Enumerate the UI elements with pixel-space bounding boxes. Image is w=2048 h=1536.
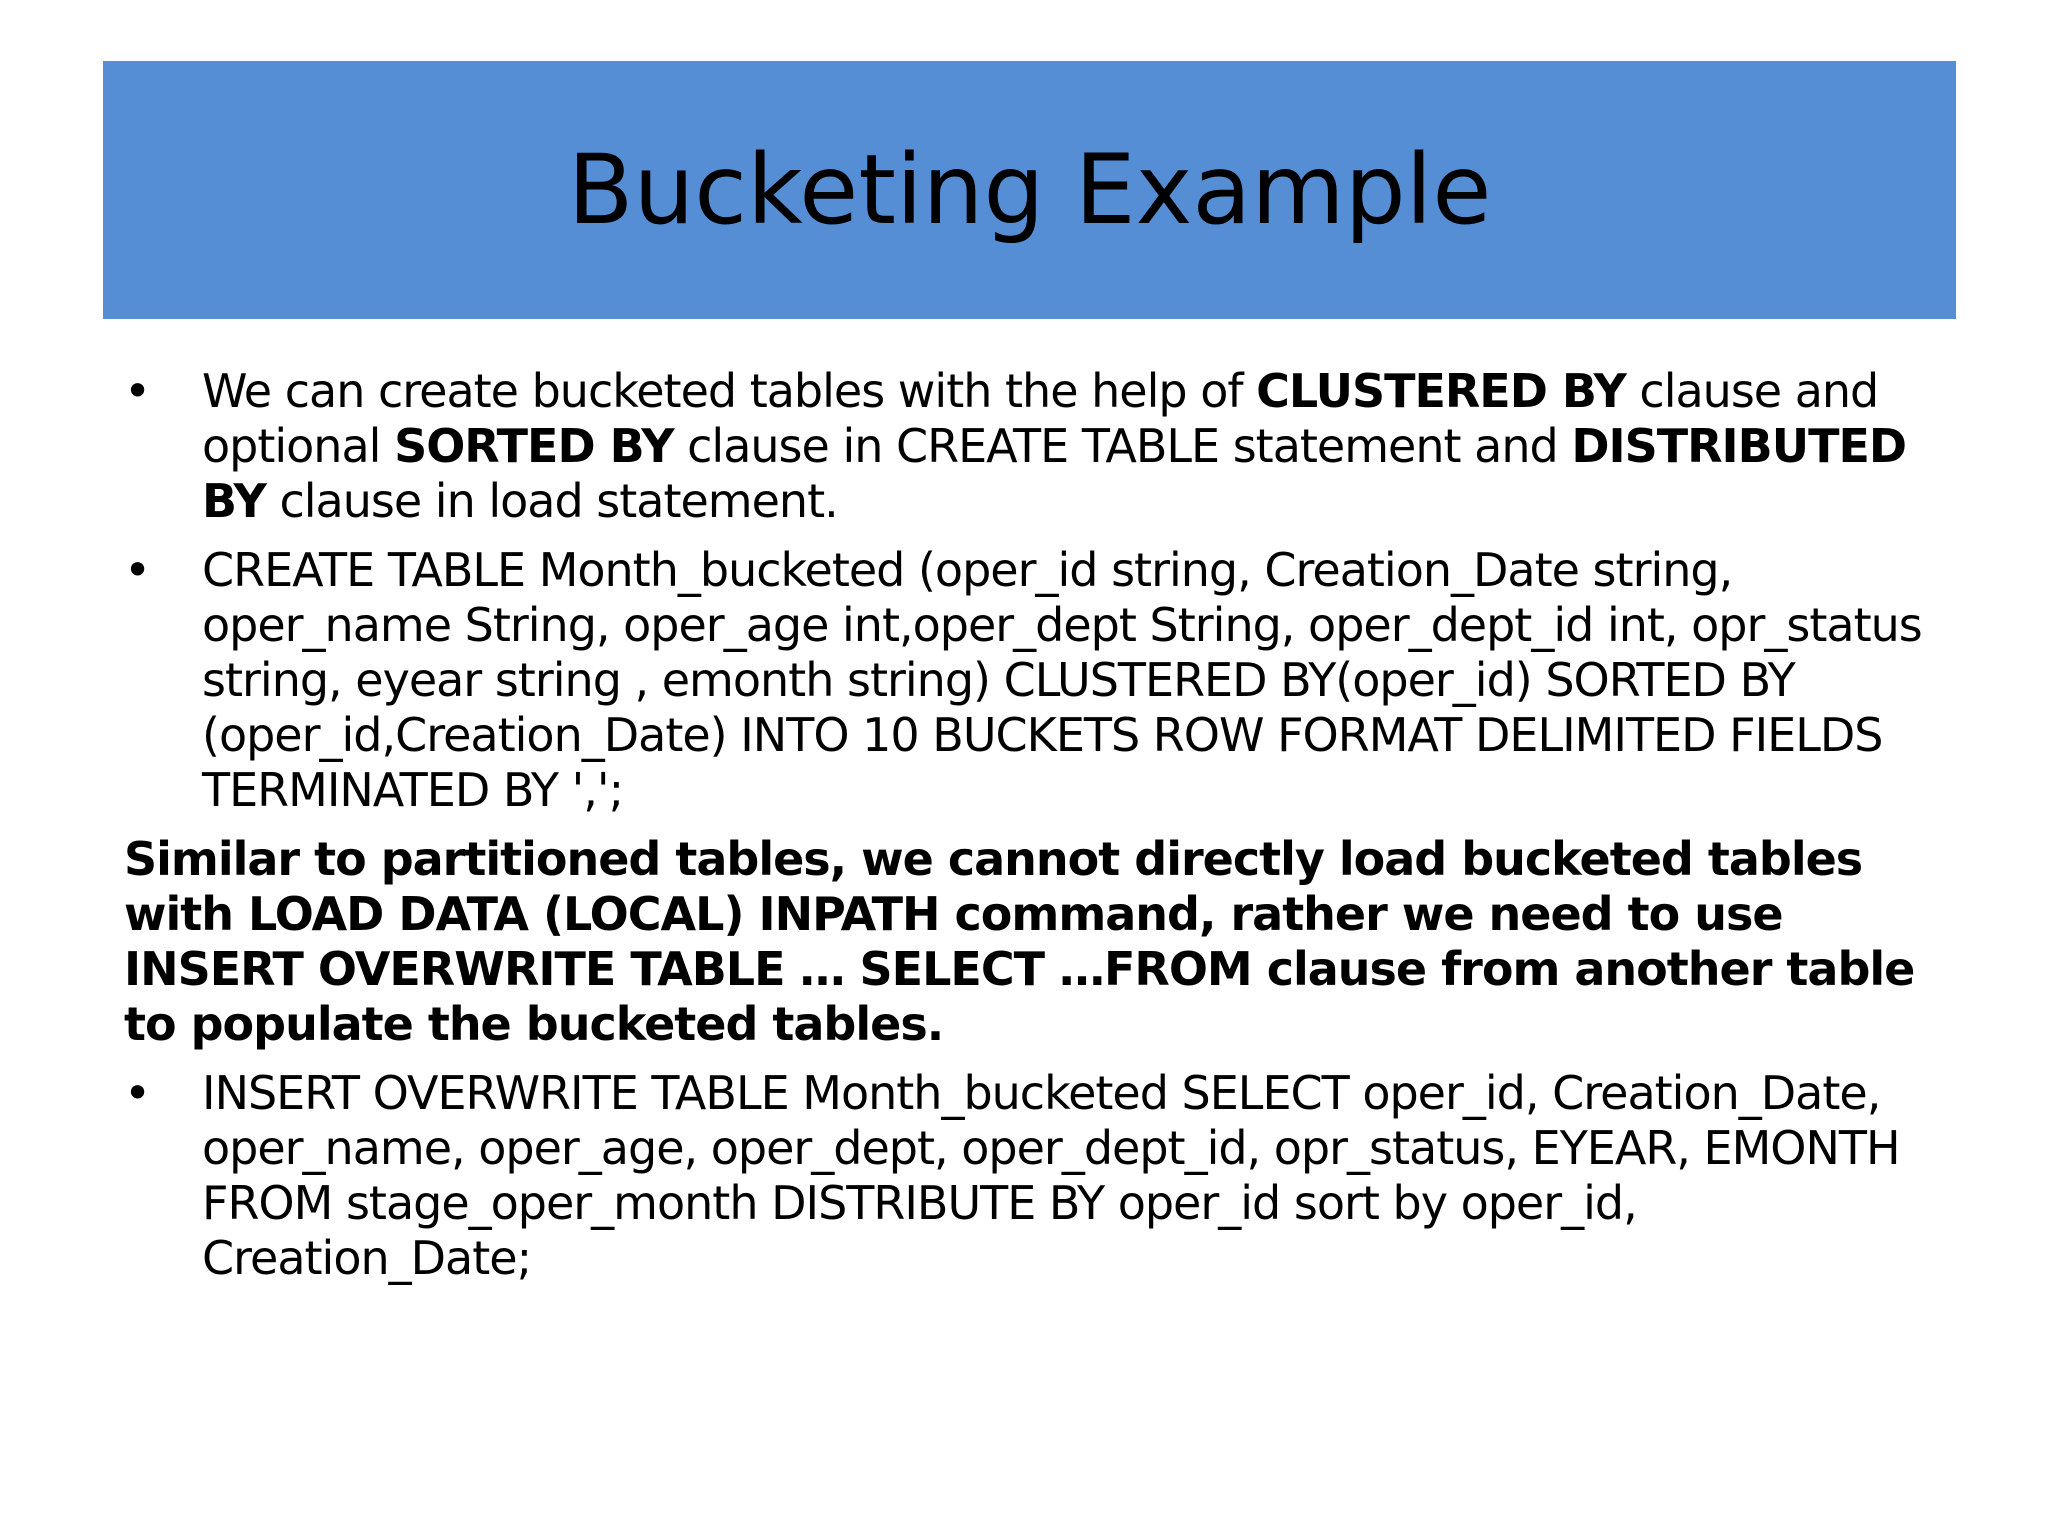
bullet-icon: • — [124, 364, 151, 418]
load-note: Similar to partitioned tables, we cannot directly load bucketed tables with LOAD DATA (LOCAL) INPATH command, rather we need to use INSERT OVERWRITE TABLE … SELECT …FROM clause from another table to populate the bucketed tables. — [124, 832, 1915, 1051]
bullet-insert-overwrite — [124, 1066, 1954, 1286]
keyword-clustered-by: CLUSTERED BY — [1256, 364, 1626, 418]
slide-title: Bucketing Example — [567, 134, 1492, 246]
slide-body — [124, 364, 1954, 1300]
keyword-sorted-by: SORTED BY — [394, 419, 674, 473]
keyword-distributed-by: DISTRIBUTED BY — [202, 419, 1907, 528]
create-table-statement: CREATE TABLE Month_bucketed (oper_id string, Creation_Date string, oper_name String, oper_age int,oper_dept String, oper_dept_id int, opr_status string, eyear string , emonth string) CLUSTERED BY(oper_id) SORTED BY (oper_id,Creation_Date) INTO 10 BUCKETS ROW FORMAT DELIMITED FIELDS TERMINATED BY ','; — [202, 543, 1922, 817]
bullet-clustered-by — [124, 364, 1954, 529]
insert-overwrite-statement: INSERT OVERWRITE TABLE Month_bucketed SELECT oper_id, Creation_Date, oper_name, oper_age, oper_dept, oper_dept_id, opr_status, EYEAR, EMONTH FROM stage_oper_month DISTRIBUTE BY oper_id sort by oper_id, Creation_Date; — [202, 1066, 1900, 1285]
title-banner — [103, 61, 1956, 319]
bullet-text: We can create bucketed tables with the help of CLUSTERED BY clause and optional SORTED BY clause in CREATE TABLE statement and DISTRIBUTED BY clause in load statement. — [202, 364, 1907, 528]
bullet-icon: • — [124, 543, 151, 597]
bullet-icon: • — [124, 1066, 151, 1120]
bullet-create-table — [124, 543, 1954, 818]
